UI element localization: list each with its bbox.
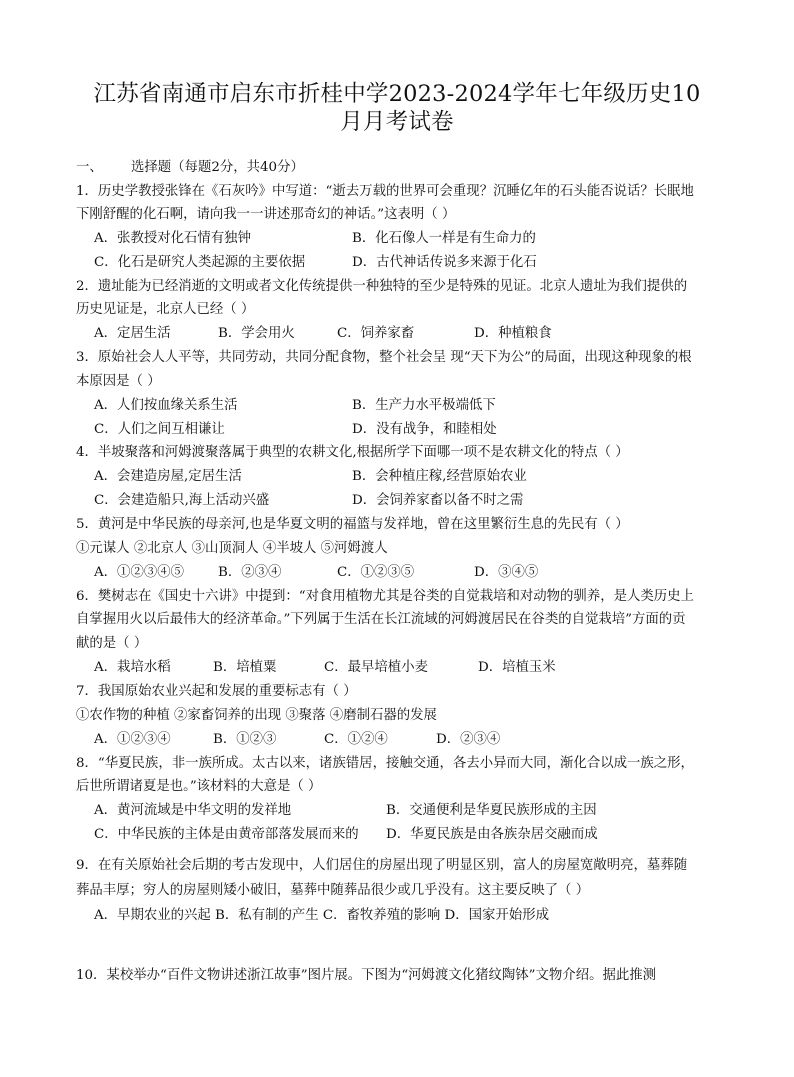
q1-option-d: D．古代神话传说多来源于化石 bbox=[352, 255, 537, 270]
q1-option-a: A．张教授对化石情有独钟 bbox=[94, 231, 251, 246]
q7-option-d: D．②③④ bbox=[436, 732, 501, 747]
q6-stem-line-2: 自掌握用火以后最伟大的经济革命。”下列属于生活在长江流域的河姆渡居民在谷类的自觉栽培”方面的贡 bbox=[76, 612, 686, 627]
q6-option-a: A．栽培水稻 bbox=[94, 660, 171, 675]
q8-option-c: C．中华民族的主体是由黄帝部落发展而来的 bbox=[94, 827, 359, 842]
q2-stem-line-1: 2．遗址能为已经消逝的文明或者文化传统提供一种独特的至少是特殊的见证。北京人遗址为我们提供的 bbox=[76, 279, 688, 294]
q5-stem-line-1: 5．黄河是中华民族的母亲河,也是华夏文明的福篮与发祥地，曾在这里繁衍生息的先民有（ ） bbox=[76, 517, 629, 532]
q8-stem-line-1: 8．“华夏民族，非一族所成。太古以来，诸族错居，接触交通，各去小异而大同，渐化合以成一族之形， bbox=[76, 756, 694, 771]
q3-stem-line-2: 本原因是（ ） bbox=[76, 374, 161, 389]
q2-option-c: C．饲养家畜 bbox=[337, 326, 415, 341]
q7-option-c: C．①②④ bbox=[324, 732, 388, 747]
q8-option-a: A．黄河流域是中华文明的发祥地 bbox=[94, 803, 292, 818]
q1-option-b: B．化石像人一样是有生命力的 bbox=[352, 231, 536, 246]
q9-stem-line-1: 9．在有关原始社会后期的考古发现中，人们居住的房屋出现了明显区别，富人的房屋宽敞明亮，墓葬随 bbox=[76, 858, 688, 873]
q6-stem-line-1: 6．樊树志在《国史十六讲》中提到：“对食用植物尤其是谷类的自觉栽培和对动物的驯养，是人类历史上 bbox=[76, 589, 694, 604]
q6-option-d: D．培植玉米 bbox=[478, 660, 556, 675]
q1-option-c: C．化石是研究人类起源的主要依据 bbox=[94, 255, 306, 270]
q2-option-d: D．种植粮食 bbox=[474, 326, 552, 341]
q4-option-b: B．会种植庄稼,经营原始农业 bbox=[352, 469, 527, 484]
q9-options: A．早期农业的兴起 B．私有制的产生 C．畜牧养殖的影响 D．国家开始形成 bbox=[94, 908, 549, 923]
q4-stem-line-1: 4．半坡聚落和河姆渡聚落属于典型的农耕文化,根据所学下面哪一项不是农耕文化的特点（ ） bbox=[76, 445, 629, 460]
q10-stem-line-1: 10．某校举办“百件文物讲述浙江故事”图片展。下图为“河姆渡文化猪纹陶钵”文物介绍。据此推测 bbox=[76, 968, 657, 983]
q5-option-a: A．①②③④⑤ bbox=[94, 565, 185, 580]
q6-option-b: B．培植粟 bbox=[213, 660, 277, 675]
q1-stem-line-2: 下刚舒醒的化石啊，请向我一一讲述那奇幻的神话。”这表明（ ） bbox=[76, 207, 456, 222]
q1-stem-line-1: 1．历史学教授张锋在《石灰吟》中写道：“逝去万载的世界可会重现？沉睡亿年的石头能否说话？长眠地 bbox=[76, 184, 694, 199]
q4-option-a: A．会建造房屋,定居生活 bbox=[94, 469, 242, 484]
q2-stem-line-2: 历史见证是，北京人已经（ ） bbox=[76, 302, 255, 317]
q4-option-c: C．会建造船只,海上活动兴盛 bbox=[94, 493, 270, 508]
q2-option-b: B．学会用火 bbox=[218, 326, 295, 341]
q5-items: ①元谋人 ②北京人 ③山顶洞人 ④半坡人 ⑤河姆渡人 bbox=[76, 541, 388, 556]
q7-option-b: B．①②③ bbox=[213, 732, 277, 747]
q8-stem-line-2: 后世所谓诸夏是也。”该材料的大意是（ ） bbox=[76, 779, 322, 794]
q7-items: ①农作物的种植 ②家畜饲养的出现 ③聚落 ④磨制石器的发展 bbox=[76, 708, 437, 723]
q5-option-b: B．②③④ bbox=[218, 565, 282, 580]
q3-option-c: C．人们之间互相谦让 bbox=[94, 422, 225, 437]
q3-option-b: B．生产力水平极端低下 bbox=[352, 398, 496, 413]
q9-stem-line-2: 葬品丰厚；穷人的房屋则矮小破旧，墓葬中随葬品很少或几乎没有。这主要反映了（ ） bbox=[76, 883, 590, 898]
q7-stem-line-1: 7．我国原始农业兴起和发展的重要标志有（ ） bbox=[76, 684, 357, 699]
section-number: 一、 bbox=[76, 160, 103, 175]
q8-option-d: D．华夏民族是由各族杂居交融而成 bbox=[386, 827, 598, 842]
q2-option-a: A．定居生活 bbox=[94, 326, 171, 341]
q6-stem-line-3: 献的是（ ） bbox=[76, 636, 148, 651]
q4-option-d: D．会饲养家畜以备不时之需 bbox=[352, 493, 524, 508]
q6-option-c: C．最早培植小麦 bbox=[324, 660, 428, 675]
q3-option-a: A．人们按血缘关系生活 bbox=[94, 398, 238, 413]
section-heading: 选择题（每题2分，共40分） bbox=[131, 160, 304, 175]
exam-title-line-1: 江苏省南通市启东市折桂中学2023-2024学年七年级历史10 bbox=[93, 81, 701, 107]
q5-option-c: C．①②③⑤ bbox=[337, 565, 415, 580]
q3-stem-line-1: 3．原始社会人人平等，共同劳动，共同分配食物，整个社会呈 现“天下为公”的局面，出现这种现象的根 bbox=[76, 350, 692, 365]
q8-option-b: B．交通便利是华夏民族形成的主因 bbox=[386, 803, 597, 818]
exam-title-line-2: 月月考试卷 bbox=[340, 109, 454, 135]
q3-option-d: D．没有战争，和睦相处 bbox=[352, 422, 497, 437]
q7-option-a: A．①②③④ bbox=[94, 732, 171, 747]
q5-option-d: D．③④⑤ bbox=[474, 565, 539, 580]
